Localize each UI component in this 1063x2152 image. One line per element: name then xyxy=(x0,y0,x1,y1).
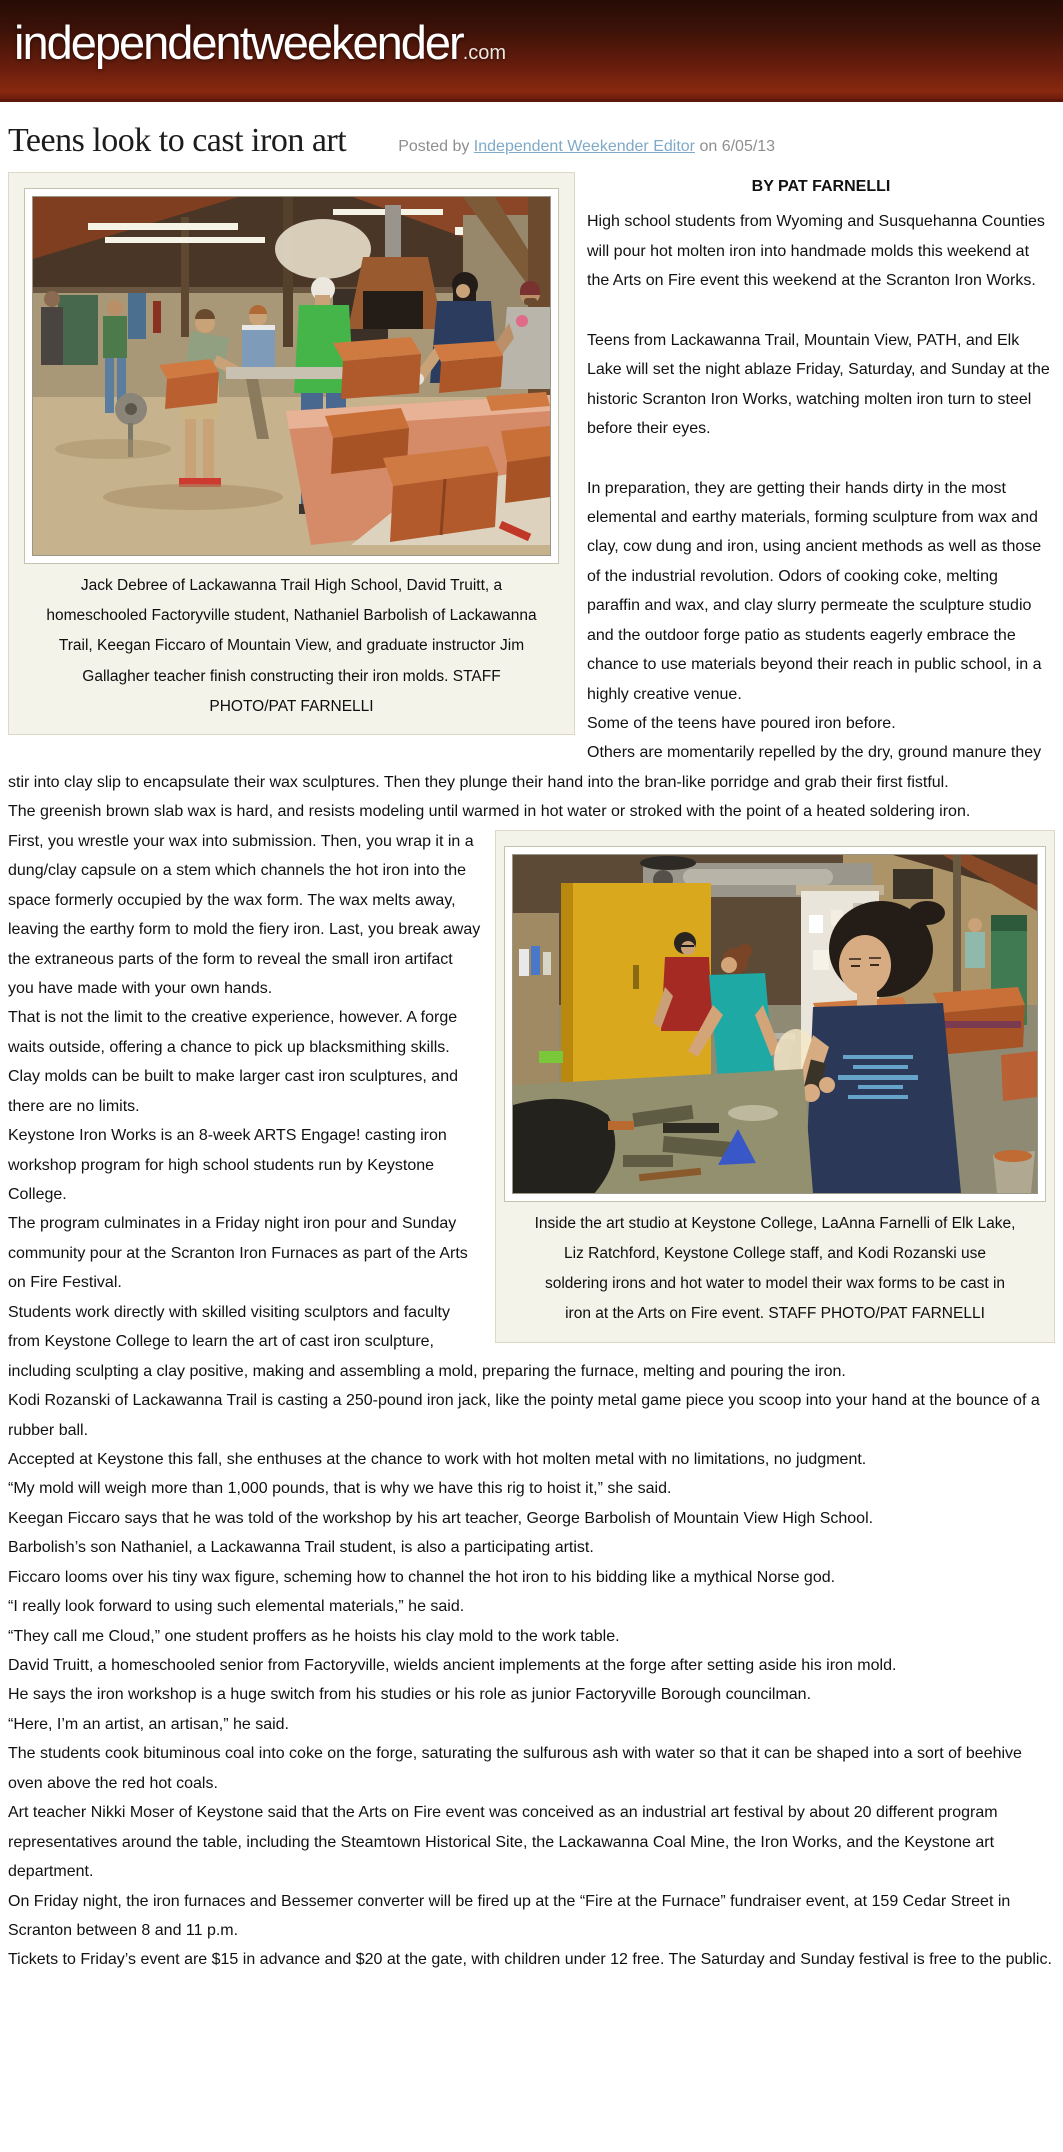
author-link[interactable]: Independent Weekender Editor xyxy=(473,138,695,155)
article-paragraph: The greenish brown slab wax is hard, and resists modeling until warmed in hot water or stroked with the point of a heated soldering iron. xyxy=(8,803,971,821)
article-paragraph: Teens from Lackawanna Trail, Mountain View, PATH, and Elk Lake will set the night ablaze Friday, Saturday, and Sunday at the historic Scranton Iron Works, watching molten iron turn to steel before their eyes. xyxy=(587,331,1050,438)
article-paragraph: “They call me Cloud,” one student proffers as he hoists his clay mold to the work table. xyxy=(8,1627,620,1645)
photo-workshop-iron-molds xyxy=(32,196,551,556)
posted-by-label: Posted by xyxy=(398,138,470,155)
article-paragraph: Art teacher Nikki Moser of Keystone said that the Arts on Fire event was conceived as an industrial art festival by about 20 different program representatives around the table, including the Steamtown Historical Site, the Lackawanna Coal Mine, the Iron Works, and the Keystone art department. xyxy=(8,1804,998,1881)
article-paragraph: Keegan Ficcaro says that he was told of the workshop by his art teacher, George Barbolish of Mountain View High School. xyxy=(8,1509,874,1527)
article-paragraph: Barbolish’s son Nathaniel, a Lackawanna Trail student, is also a participating artist. xyxy=(8,1539,594,1557)
article-paragraph: Students work directly with skilled visiting sculptors and faculty from Keystone College to learn the art of cast iron sculpture, including sculpting a clay positive, making and assembling a mold, preparing the furnace, melting and pouring the iron. xyxy=(8,1303,846,1380)
photo-frame xyxy=(24,188,559,564)
article-paragraph: On Friday night, the iron furnaces and Bessemer converter will be fired up at the “Fire at the Furnace” fundraiser event, at 159 Cedar Street in Scranton between 8 and 11 p.m. xyxy=(8,1892,1011,1939)
photo-figure-iron-molds xyxy=(8,172,575,735)
article-paragraph: David Truitt, a homeschooled senior from Factoryville, wields ancient implements at the forge after setting aside his iron mold. xyxy=(8,1657,897,1674)
article-paragraph: That is not the limit to the creative experience, however. A forge waits outside, offering a chance to pick up blacksmithing skills. Clay molds can be built to make larger cast iron sculptures, and there are no limits. xyxy=(8,1009,458,1115)
article-page xyxy=(0,122,1063,1989)
article-paragraph: Keystone Iron Works is an 8-week ARTS Engage! casting iron workshop program for high school students run by Keystone College. xyxy=(8,1127,447,1203)
article-paragraph: Ficcaro looms over his tiny wax figure, scheming how to channel the hot iron to his bidding like a mythical Norse god. xyxy=(8,1568,836,1586)
article-paragraph: “I really look forward to using such elemental materials,” he said. xyxy=(8,1598,465,1616)
article-paragraph: High school students from Wyoming and Susquehanna Counties will pour hot molten iron into handmade molds this weekend at the Arts on Fire event this weekend at the Scranton Iron Works. xyxy=(587,213,1045,290)
photo-figure-art-studio xyxy=(495,830,1055,1343)
post-meta xyxy=(398,138,775,156)
article-paragraph: Accepted at Keystone this fall, she enthuses at the chance to work with hot molten metal with no limitations, no judgment. xyxy=(8,1450,867,1468)
photo-studio-wax-modeling xyxy=(512,854,1038,1194)
article-body xyxy=(8,172,1055,1975)
article-paragraph: Some of the teens have poured iron before. xyxy=(587,715,896,732)
article-paragraph: In preparation, they are getting their hands dirty in the most elemental and earthy materials, forming sculpture from wax and clay, cow dung and iron, using ancient methods as well as those of the industrial revolution. Odors of cooking coke, melting paraffin and wax, and clay slurry permeate the sculpture studio and the outdoor forge patio as students eagerly embrace the chance to use materials beyond their reach in public school, in a highly creative venue. xyxy=(587,479,1042,703)
article-header xyxy=(8,122,1055,160)
page-title: Teens look to cast iron art xyxy=(8,122,347,159)
site-banner xyxy=(0,0,1063,102)
article-paragraph: Others are momentarily repelled by the dry, ground manure they stir into clay slip to encapsulate their wax sculptures. Then they plunge their hand into the bran-like porridge and grab their first fistful. xyxy=(8,744,1042,791)
site-logo-tld[interactable]: .com xyxy=(462,42,507,64)
photo-caption: Inside the art studio at Keystone College, LaAnna Farnelli of Elk Lake, Liz Ratchford, Keystone College staff, and Kodi Rozanski use soldering irons and hot water to model their wax forms to be cast in iron at the Arts on Fire event. STAFF PHOTO/PAT FARNELLI xyxy=(534,1214,1016,1323)
article-paragraph: “My mold will weigh more than 1,000 pounds, that is why we have this rig to hoist it,” she said. xyxy=(8,1480,672,1498)
article-byline: BY PAT FARNELLI xyxy=(751,178,891,195)
post-date: on 6/05/13 xyxy=(699,138,776,155)
article-paragraph: He says the iron workshop is a huge switch from his studies or his role as junior Factoryville Borough councilman. xyxy=(8,1686,812,1704)
article-paragraph: Kodi Rozanski of Lackawanna Trail is casting a 250-pound iron jack, like the pointy metal game piece you scoop into your hand at the bounce of a rubber ball. xyxy=(8,1392,1040,1439)
article-paragraph: “Here, I’m an artist, an artisan,” he said. xyxy=(8,1715,289,1733)
article-paragraph: Tickets to Friday’s event are $15 in advance and $20 at the gate, with children under 12 free. The Saturday and Sunday festival is free to the public. xyxy=(8,1951,1052,1969)
photo-caption: Jack Debree of Lackawanna Trail High School, David Truitt, a homeschooled Factoryville student, Nathaniel Barbolish of Lackawanna Trail, Keegan Ficcaro of Mountain View, and graduate instructor Jim Gallagher teacher finish constructing their iron molds. STAFF PHOTO/PAT FARNELLI xyxy=(46,577,537,715)
site-logo[interactable] xyxy=(14,16,507,69)
article-paragraph: The students cook bituminous coal into coke on the forge, saturating the sulfurous ash with water so that it can be shaped into a sort of beehive oven above the red hot coals. xyxy=(8,1745,1022,1792)
photo-frame xyxy=(504,846,1046,1202)
article-paragraph: The program culminates in a Friday night iron pour and Sunday community pour at the Scranton Iron Furnaces as part of the Arts on Fire Festival. xyxy=(8,1215,468,1292)
site-logo-text[interactable]: independentweekender xyxy=(14,16,463,69)
article-paragraph: First, you wrestle your wax into submission. Then, you wrap it in a dung/clay capsule on a stem which channels the hot iron into the space formerly occupied by the wax form. The wax melts away, leaving the earthy form to mold the fiery iron. Last, you break away the extraneous parts of the form to reveal the small iron artifact you have made with your own hands. xyxy=(8,832,481,997)
